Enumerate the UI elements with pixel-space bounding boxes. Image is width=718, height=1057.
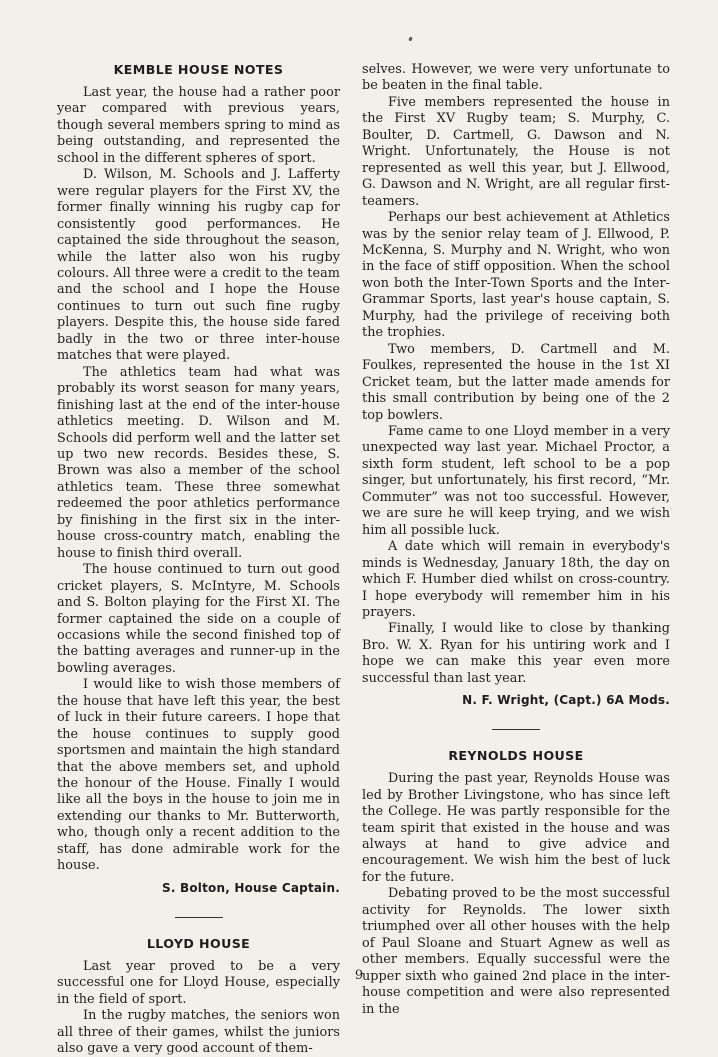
reynolds-paragraph: During the past year, Reynolds House was led by Brother Livingstone, who has since left the College. He was partly responsible for the team spirit that existed in the house and was always at hand to give advice and encouragement. We wish him the best of luck for the future. [362, 771, 670, 885]
lloyd-paragraph: Last year proved to be a very successful one for Lloyd House, especially in the field of sport. [57, 958, 340, 1007]
kemble-paragraph: D. Wilson, M. Schools and J. Lafferty were regular players for the First XV, the former finally winning his rugby cap for consistently good performances. He captained the side throughout the season, while the latter also won his rugby colours. All three were a credit to the team and the school and I hope the House continues to turn out such fine rugby players. Despite this, the house side fared badly in the two or three inter-house matches that were played. [57, 167, 340, 364]
lloyd-house-heading: LLOYD HOUSE [146, 935, 251, 951]
kemble-house-heading: KEMBLE HOUSE NOTES [113, 62, 284, 77]
reynolds-house-heading: REYNOLDS HOUSE [448, 748, 584, 764]
lloyd-paragraph: In the rugby matches, the seniors won all three of their games, whilst the juniors also gave a very good account of them- [57, 1008, 340, 1057]
kemble-paragraph: The house continued to turn out good cricket players, S. McIntyre, M. Schools and S. Bolton playing for the First XI. The former captained the side on a couple of occasions while the second finished top of the batting averages and runner-up in the bowling averages. [57, 562, 340, 676]
lloyd-paragraph: Perhaps our best achievement at Athletics was by the senior relay team of J. Ellwood, P. McKenna, S. Murphy and N. Wright, who won in the face of stiff opposition. When the school won both the Inter-Town Sports and the Inter-Grammar Sports, last year's house captain, S. Murphy, had the privilege of receiving both the trophies. [362, 210, 670, 341]
reynolds-paragraph: Debating proved to be the most successful activity for Reynolds. The lower sixth triumphed over all other houses with the help of Paul Sloane and Stuart Agnew as well as other members. Equally successful were the upper sixth who gained 2nd place in the inter-house competition and were also represented in the [362, 886, 670, 1017]
lloyd-paragraph: Finally, I would like to close by thanking Bro. W. X. Ryan for his untiring work and I hope we can make this year even more successful than last year. [362, 621, 670, 686]
left-column [57, 62, 340, 1057]
lloyd-house-continued [362, 62, 670, 707]
lloyd-signature: N. F. Wright, (Capt.) 6A Mods. [462, 693, 670, 708]
kemble-signature: S. Bolton, House Captain. [162, 880, 340, 895]
kemble-house-section [57, 62, 340, 895]
kemble-paragraph: The athletics team had what was probably its worst season for many years, finishing last at the end of the inter-house athletics meeting. D. Wilson and M. Schools did perform well and the latter set up two new records. Besides these, S. Brown was also a member of the school athletics team. These three somewhat redeemed the poor athletics performance by finishing in the first six in the inter-house cross-country match, enabling the house to finish third overall. [57, 364, 340, 561]
kemble-paragraph: Last year, the house had a rather poor year compared with previous years, though several members spring to mind as being outstanding, and represented the school in the different spheres of sport. [57, 85, 340, 166]
lloyd-paragraph: Fame came to one Lloyd member in a very unexpected way last year. Michael Proctor, a sixth form student, left school to be a pop singer, but unfortunately, his first record, “Mr. Commuter” was not too successful. However, we are sure he will keep trying, and we wish him all possible luck. [362, 423, 670, 538]
ink-speck [408, 37, 412, 42]
right-column [362, 62, 670, 1018]
section-divider [492, 729, 540, 730]
lloyd-paragraph: A date which will remain in everybody's minds is Wednesday, January 18th, the day on which F. Humber died whilst on cross-country. I hope everybody will remember him in his prayers. [362, 539, 670, 620]
section-divider [175, 917, 223, 918]
lloyd-paragraph: Five members represented the house in the First XV Rugby team; S. Murphy, C. Boulter, D. Cartmell, G. Dawson and N. Wright. Unfortunately, the House is not represented as well this year, but J. Ellwood, G. Dawson and N. Wright, are all regular first-teamers. [362, 94, 670, 209]
lloyd-paragraph: Two members, D. Cartmell and M. Foulkes, represented the house in the 1st XI Cricket team, but the latter made amends for this small contribution by being one of the 2 top bowlers. [362, 341, 670, 423]
page-number: 9 [354, 968, 364, 983]
lloyd-continuation: selves. However, we were very unfortunate to be beaten in the final table. [362, 62, 670, 94]
kemble-paragraph: I would like to wish those members of the house that have left this year, the best of luck in their future careers. I hope that the house continues to supply good sportsmen and maintain the high standard that the above members set, and uphold the honour of the House. Finally I would like all the boys in the house to join me in extending our thanks to Mr. Butterworth, who, though only a recent addition to the staff, has done admirable work for the house. [57, 677, 340, 874]
lloyd-house-section [57, 936, 340, 1057]
